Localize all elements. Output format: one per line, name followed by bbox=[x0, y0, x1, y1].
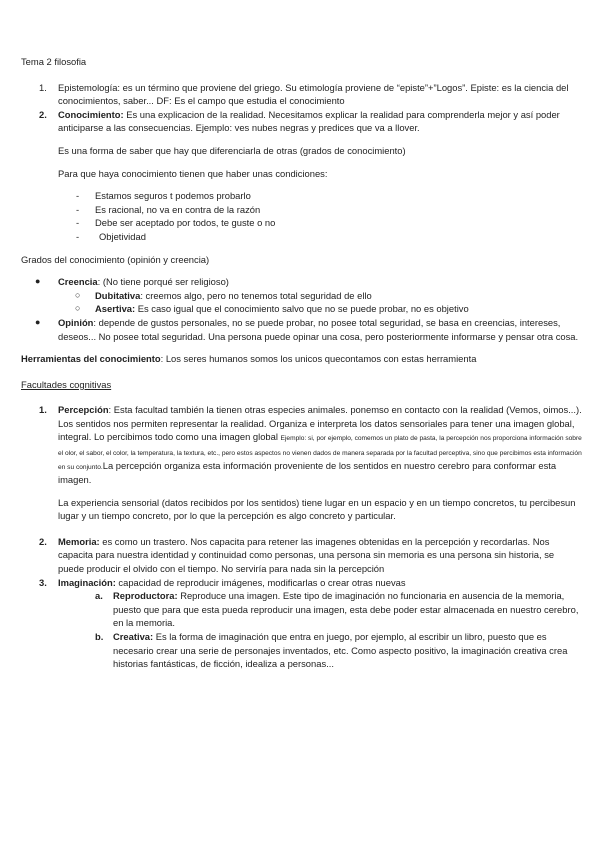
list-number: 2. bbox=[39, 535, 47, 547]
list-item-asertiva bbox=[21, 302, 582, 316]
list-text: Es racional, no va en contra de la razón bbox=[95, 203, 261, 215]
circle-marker: ○ bbox=[75, 289, 81, 300]
list-number: 2. bbox=[39, 108, 47, 120]
list-number: 3. bbox=[39, 576, 47, 588]
list-item-dubitativa bbox=[21, 289, 582, 303]
list-number: 1. bbox=[39, 81, 47, 93]
paragraph-experiencia: La experiencia sensorial (datos recibidos por los sentidos) tiene lugar en un espacio y en un tiempo concretos, tu percibesun lugar y un tiempo concreto, por lo que la percepción es algo concreto y particular. bbox=[58, 496, 576, 522]
dash-marker: - bbox=[76, 230, 80, 242]
list-text: : (No tiene porqué ser religioso) bbox=[97, 276, 229, 288]
list-text: es como un trastero. Nos capacita para retener las imagenes obtenidas en la percepción y recordarlas. Nos capacita para nuestra identidad y continuidad como personas, una persona sin memoria es una persona sin historia, se puede producir el olvido con el tiempo. No serviría para nada sin la percepción bbox=[58, 535, 555, 575]
list-item-reproductora bbox=[21, 589, 582, 630]
term-label: Herramientas del conocimiento bbox=[21, 353, 161, 365]
dash-marker: - bbox=[76, 190, 80, 202]
example-text: Ejemplo: si, por ejemplo, comemos un plato de pasta, la percepción nos proporciona información sobre el olor, el sabor, el color, la temperatura, la textura, etc., pero estos aspectos no vienen dados de manera separada por la facultad perceptiva, sino que percibimos esta información en su conjunto. bbox=[58, 435, 582, 471]
grados-list bbox=[21, 275, 582, 343]
paragraph-herramientas bbox=[21, 352, 582, 366]
dash-marker: - bbox=[76, 217, 80, 229]
term-label: Percepción bbox=[58, 404, 109, 416]
term-label: Opinión bbox=[58, 316, 94, 328]
list-item-epistemologia bbox=[21, 81, 582, 108]
list-text: Es una explicacion de la realidad. Necesitamos explicar la realidad para comprenderla mejor y así poder anticiparse a las consecuencias. Ejemplo: ves nubes negras y predices que va a llover. bbox=[58, 108, 560, 134]
list-text: Debe ser aceptado por todos, te guste o no bbox=[95, 217, 276, 229]
paragraph-condiciones: Para que haya conocimiento tienen que haber unas condiciones: bbox=[58, 167, 328, 179]
term-label: Conocimiento: bbox=[58, 108, 124, 120]
term-label: Creativa: bbox=[113, 631, 154, 643]
list-text: : creemos algo, pero no tenemos total seguridad de ello bbox=[140, 289, 372, 301]
section-heading-grados: Grados del conocimiento (opinión y creencia) bbox=[21, 253, 210, 265]
term-label: Imaginación: bbox=[58, 576, 116, 588]
bullet-marker: ● bbox=[35, 276, 41, 287]
alpha-marker: b. bbox=[95, 631, 104, 643]
conditions-list bbox=[21, 189, 582, 243]
list-text: Objetividad bbox=[99, 230, 146, 242]
term-label: Dubitativa bbox=[95, 289, 141, 301]
list-text: : Esta facultad también la tienen otras especies animales. ponemso en contacto con la realidad (Vemos, oimos...). Los sentidos nos permiten representar la realidad. Organiza e interpreta los datos sensoriales para tener una imagen global, integral. Lo percibimos todo como una imagen global bbox=[58, 404, 582, 443]
list-text: Es caso igual que el conocimiento salvo que no se puede probar, no es objetivo bbox=[135, 303, 469, 315]
alpha-marker: a. bbox=[95, 590, 103, 602]
list-item bbox=[21, 189, 582, 203]
list-text: : depende de gustos personales, no se puede probar, no posee total seguridad, se basa en creencias, intereses, deseos... No posee total seguridad. Una persona puede opinar una cosa, pero posteriormente informarse y pensar otra cosa. bbox=[58, 316, 579, 342]
list-item-opinion bbox=[21, 316, 582, 343]
list-text: Estamos seguros t podemos probarlo bbox=[95, 190, 251, 202]
list-item-conocimiento bbox=[21, 108, 582, 135]
term-label: Memoria: bbox=[58, 535, 100, 547]
list-item bbox=[21, 203, 582, 217]
list-item-creativa bbox=[21, 630, 582, 671]
list-item-creencia bbox=[21, 275, 582, 289]
list-text: Reproduce una imagen. Este tipo de imaginación no funcionaria en ausencia de la memoria, puesto que para que esta pueda reproducir una imagen, esta debe poder estar almacenada en nuestro cerebro, en la memoria. bbox=[113, 590, 579, 629]
list-text: Epistemología: es un término que proviene del griego. Su etimología proviene de “episte”+”Logos”. Episte: es la ciencia del conocimientos, saber... DF: Es el campo que estudia el conocimiento bbox=[58, 81, 569, 107]
list-text: La percepción organiza esta información proveniente de los sentidos en nuestro cerebro para conformar esta imagen. bbox=[58, 459, 557, 486]
dash-marker: - bbox=[76, 203, 80, 215]
facultades-list bbox=[21, 403, 582, 671]
term-label: Reproductora: bbox=[113, 590, 178, 602]
list-item-imaginacion bbox=[21, 576, 582, 590]
section-heading-facultades: Facultades cognitivas bbox=[21, 378, 112, 390]
list-item bbox=[21, 216, 582, 230]
paragraph-grados: Es una forma de saber que hay que diferenciarla de otras (grados de conocimiento) bbox=[58, 144, 406, 156]
bullet-marker: ● bbox=[35, 316, 41, 327]
document-title: Tema 2 filosofia bbox=[21, 56, 87, 67]
list-item bbox=[21, 230, 582, 244]
list-number: 1. bbox=[39, 404, 47, 416]
list-text: Es la forma de imaginación que entra en juego, por ejemplo, al escribir un libro, puesto que es necesario crear una serie de personajes inventados, etc. Como aspecto positivo, la imaginación creativa crea historias fantásticas, de ficción, idealiza a personas... bbox=[113, 631, 568, 670]
list-item-memoria bbox=[21, 535, 582, 576]
list-text: capacidad de reproducir imágenes, modificarlas o crear otras nuevas bbox=[115, 576, 406, 588]
paragraph-text: : Los seres humanos somos los unicos quecontamos con estas herramienta bbox=[160, 353, 477, 365]
term-label: Creencia bbox=[58, 276, 98, 288]
list-item-percepcion bbox=[21, 403, 582, 486]
circle-marker: ○ bbox=[75, 303, 81, 314]
term-label: Asertiva: bbox=[95, 303, 136, 315]
